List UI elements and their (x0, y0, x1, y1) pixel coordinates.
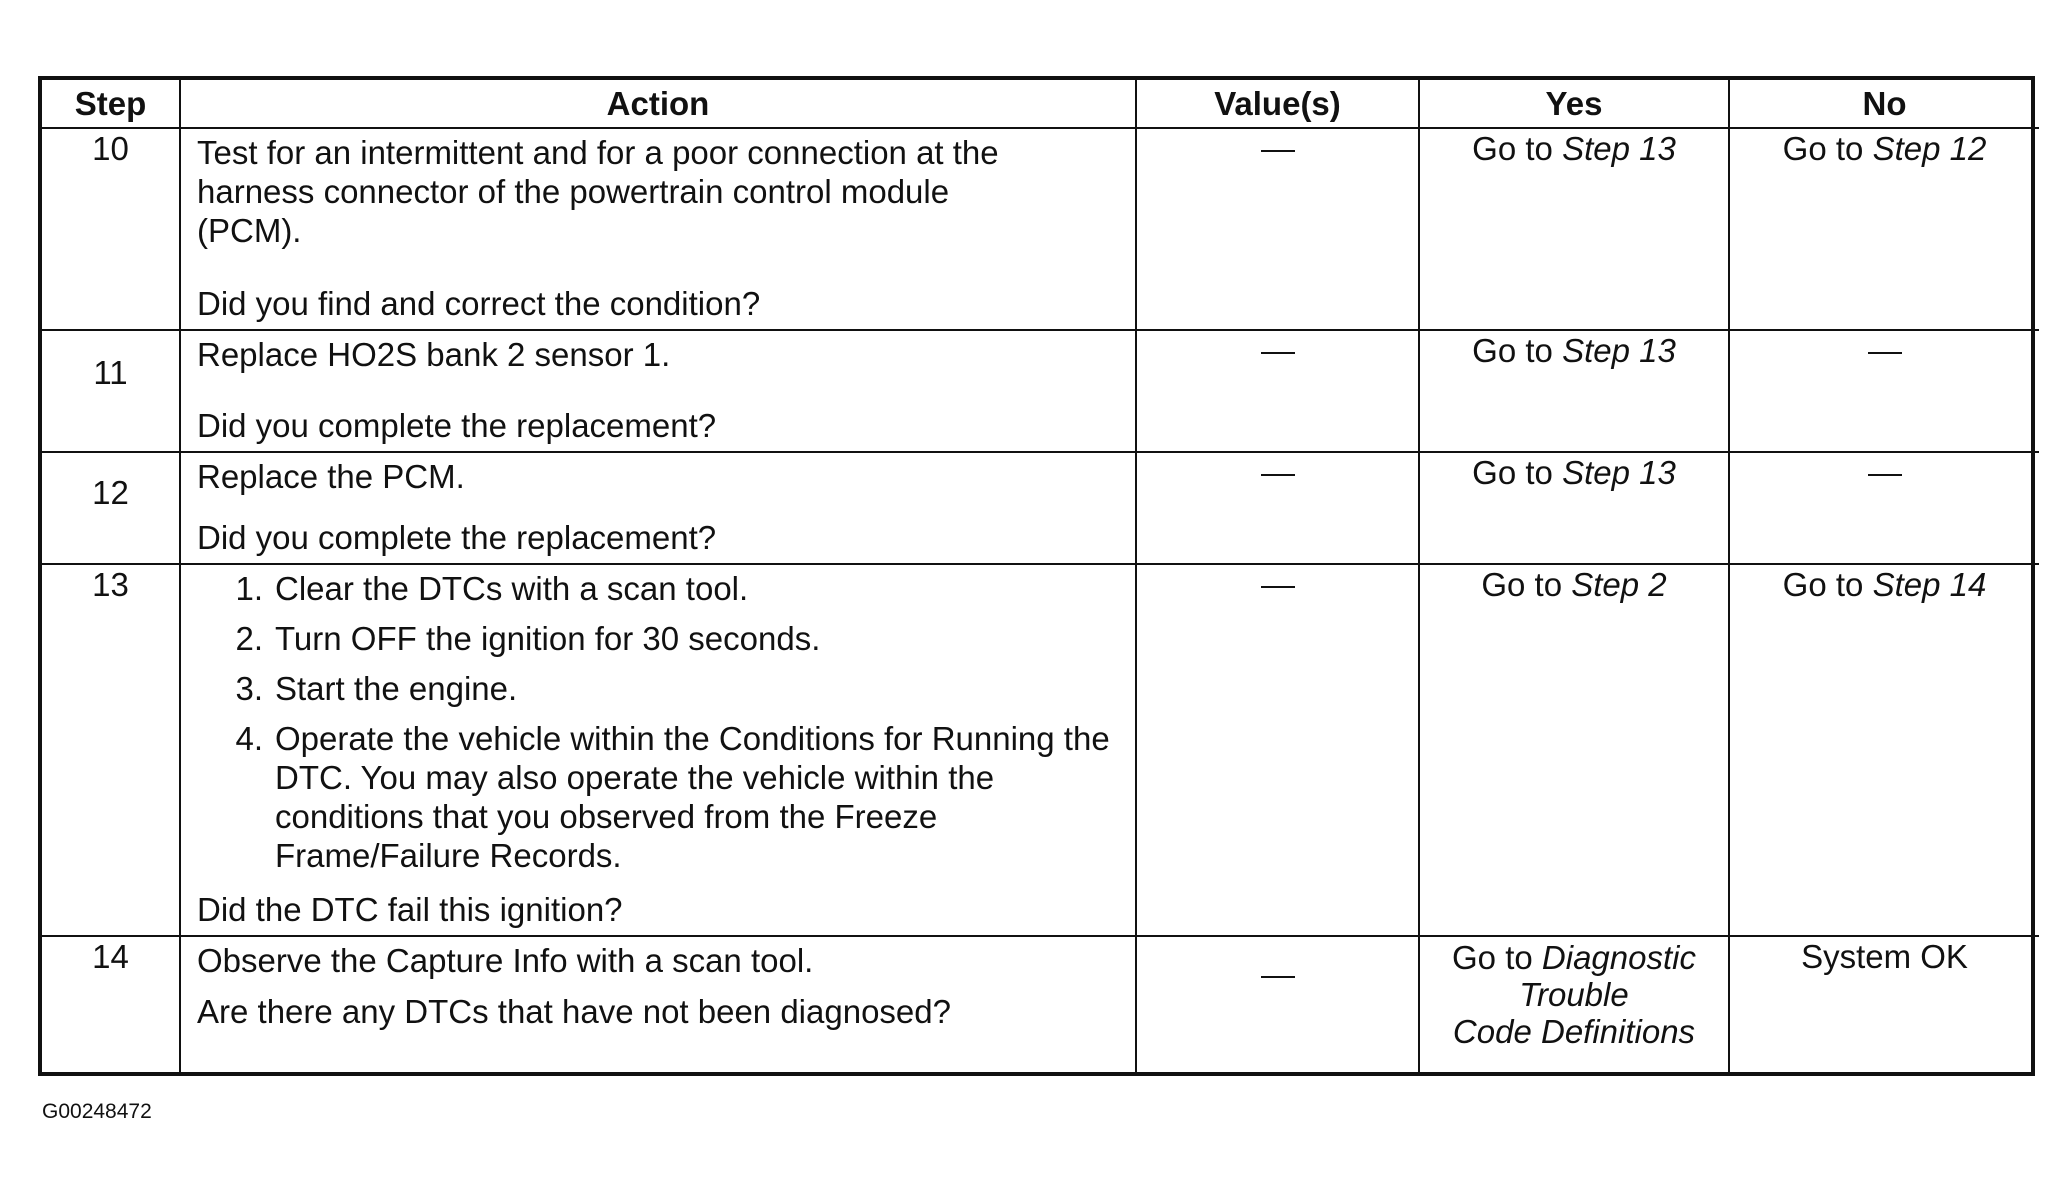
list-item (197, 669, 1119, 708)
action-question: Are there any DTCs that have not been diagnosed? (197, 993, 951, 1030)
yes-step-link[interactable]: Step 13 (1562, 332, 1676, 369)
action-text: Test for an intermittent and for a poor connection at the harness connector of the powertrain control module (PCM). (197, 134, 999, 249)
list-item (197, 619, 1119, 658)
header-yes: Yes (1419, 80, 1729, 128)
yes-step-link[interactable]: Step 13 (1562, 454, 1676, 491)
yes-prefix: Go to (1472, 332, 1563, 369)
substep-text: Operate the vehicle within the Conditions for Running the DTC. You may also operate the vehicle within the conditions that you observed from the Freeze Frame/Failure Records. (275, 720, 1110, 874)
no-result-text: System OK (1801, 938, 1968, 975)
substep-number: 4. (235, 720, 263, 757)
yes-cell (1419, 564, 1729, 936)
dash-mark (1261, 586, 1295, 588)
no-cell (1729, 936, 2039, 1076)
action-cell (180, 452, 1136, 564)
table-row (42, 936, 2039, 1076)
substep-number: 1. (235, 570, 263, 607)
no-cell (1729, 564, 2039, 936)
value-cell (1136, 330, 1419, 452)
yes-step-link[interactable]: Step 13 (1562, 130, 1676, 167)
no-cell (1729, 128, 2039, 330)
substep-number: 2. (235, 620, 263, 657)
step-number: 11 (42, 330, 180, 452)
list-item (197, 719, 1119, 875)
step-number: 13 (42, 564, 180, 936)
action-text: Replace HO2S bank 2 sensor 1. (197, 336, 671, 373)
value-cell (1136, 128, 1419, 330)
diagnostic-table-frame (38, 76, 2035, 1076)
no-cell (1729, 452, 2039, 564)
yes-link-line1[interactable]: Diagnostic (1541, 939, 1696, 976)
action-cell (180, 936, 1136, 1076)
no-cell (1729, 330, 2039, 452)
value-cell (1136, 564, 1419, 936)
value-cell (1136, 936, 1419, 1076)
dash-mark (1261, 976, 1295, 978)
table-row (42, 564, 2039, 936)
substep-list (197, 569, 1119, 875)
diagnostic-table (42, 80, 2039, 1076)
step-number: 14 (42, 936, 180, 1076)
dash-mark (1868, 352, 1902, 354)
yes-prefix: Go to (1452, 939, 1542, 976)
table-header-row (42, 80, 2039, 128)
no-prefix: Go to (1782, 130, 1873, 167)
table-row (42, 452, 2039, 564)
header-no: No (1729, 80, 2039, 128)
header-action: Action (180, 80, 1136, 128)
value-cell (1136, 452, 1419, 564)
action-text: Observe the Capture Info with a scan tool. (197, 942, 814, 979)
action-cell (180, 330, 1136, 452)
yes-prefix: Go to (1481, 566, 1572, 603)
dash-mark (1261, 474, 1295, 476)
yes-prefix: Go to (1472, 130, 1563, 167)
action-question: Did you complete the replacement? (197, 407, 717, 444)
action-text: Replace the PCM. (197, 458, 465, 495)
header-step: Step (42, 80, 180, 128)
yes-cell (1419, 452, 1729, 564)
no-prefix: Go to (1782, 566, 1873, 603)
yes-cell (1419, 330, 1729, 452)
no-step-link[interactable]: Step 14 (1872, 566, 1987, 603)
figure-id: G00248472 (42, 1100, 152, 1123)
yes-step-link[interactable]: Step 2 (1571, 566, 1667, 603)
action-question: Did the DTC fail this ignition? (197, 891, 623, 928)
substep-text: Clear the DTCs with a scan tool. (275, 570, 749, 607)
dash-mark (1868, 474, 1902, 476)
no-step-link[interactable]: Step 12 (1872, 130, 1987, 167)
substep-number: 3. (235, 670, 263, 707)
action-question: Did you find and correct the condition? (197, 285, 761, 322)
header-values: Value(s) (1136, 80, 1419, 128)
action-cell (180, 564, 1136, 936)
step-number: 10 (42, 128, 180, 330)
yes-cell (1419, 936, 1729, 1076)
dash-mark (1261, 150, 1295, 152)
yes-cell (1419, 128, 1729, 330)
substep-text: Turn OFF the ignition for 30 seconds. (275, 620, 821, 657)
table-row (42, 128, 2039, 330)
action-cell (180, 128, 1136, 330)
dash-mark (1261, 352, 1295, 354)
step-number: 12 (42, 452, 180, 564)
table-row (42, 330, 2039, 452)
yes-link-line3[interactable]: Code Definitions (1452, 1013, 1696, 1050)
action-question: Did you complete the replacement? (197, 519, 717, 556)
yes-prefix: Go to (1472, 454, 1563, 491)
yes-link-line2[interactable]: Trouble (1519, 976, 1629, 1013)
list-item (197, 569, 1119, 608)
substep-text: Start the engine. (275, 670, 518, 707)
